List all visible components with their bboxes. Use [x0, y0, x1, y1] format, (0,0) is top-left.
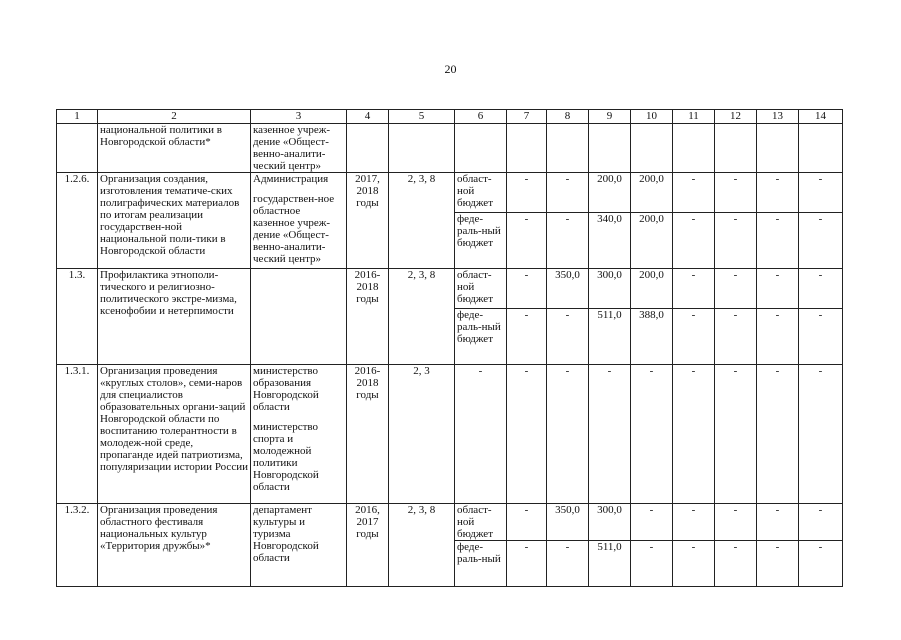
amount-cell: 200,0: [631, 269, 673, 309]
amount-cell: -: [757, 504, 799, 541]
column-header: 4: [347, 110, 389, 124]
column-header: 1: [57, 110, 98, 124]
amount-cell: 340,0: [589, 213, 631, 269]
funding-source: феде-раль-ный бюджет: [455, 213, 507, 269]
funding-source: област-ной бюджет: [455, 269, 507, 309]
amount-cell: -: [757, 541, 799, 587]
table-row: [57, 173, 843, 213]
amount-cell: -: [507, 173, 547, 213]
years: 2016-2018 годы: [347, 365, 389, 504]
column-header: 11: [673, 110, 715, 124]
executor: министерство образования Новгородской области министерство спорта и молодежной политики Новгородской области: [251, 365, 347, 504]
activity-name: Профилактика этнополи-тического и религиозно-политического экстре-мизма, ксенофобии и нетерпимости: [98, 269, 251, 365]
amount-cell: -: [715, 309, 757, 365]
table-row: [57, 124, 843, 173]
target-indicators: 2, 3, 8: [389, 504, 455, 587]
amount-cell: -: [799, 504, 843, 541]
amount-cell: -: [631, 504, 673, 541]
amount-cell: -: [799, 309, 843, 365]
amount-cell: -: [799, 173, 843, 213]
activity-name: Организация создания, изготовления тематиче-ских полиграфических материалов по итогам реализации государствен-ной национальной поли-тики в Новгородской области: [98, 173, 251, 269]
amount-cell: -: [507, 269, 547, 309]
amount-cell: -: [673, 269, 715, 309]
amount-cell: [547, 124, 589, 173]
target-indicators: 2, 3: [389, 365, 455, 504]
amount-cell: -: [673, 504, 715, 541]
target-indicators: [389, 124, 455, 173]
column-header: 3: [251, 110, 347, 124]
years: 2016-2018 годы: [347, 269, 389, 365]
amount-cell: -: [507, 365, 547, 504]
amount-cell: 300,0: [589, 269, 631, 309]
item-number: 1.3.: [57, 269, 98, 365]
amount-cell: 200,0: [631, 173, 673, 213]
table-row: [57, 504, 843, 541]
amount-cell: -: [715, 541, 757, 587]
years: 2017, 2018 годы: [347, 173, 389, 269]
amount-cell: -: [547, 213, 589, 269]
item-number: [57, 124, 98, 173]
amount-cell: 350,0: [547, 504, 589, 541]
amount-cell: -: [673, 309, 715, 365]
amount-cell: -: [507, 213, 547, 269]
amount-cell: -: [547, 173, 589, 213]
amount-cell: -: [757, 269, 799, 309]
amount-cell: -: [673, 365, 715, 504]
amount-cell: -: [715, 269, 757, 309]
item-number: 1.3.2.: [57, 504, 98, 587]
executor: [251, 269, 347, 365]
amount-cell: -: [757, 365, 799, 504]
amount-cell: 200,0: [589, 173, 631, 213]
amount-cell: -: [507, 541, 547, 587]
item-number: 1.3.1.: [57, 365, 98, 504]
target-indicators: 2, 3, 8: [389, 173, 455, 269]
header-row: [57, 110, 843, 124]
item-number: 1.2.6.: [57, 173, 98, 269]
amount-cell: [589, 124, 631, 173]
column-header: 2: [98, 110, 251, 124]
column-header: 9: [589, 110, 631, 124]
funding-source: феде-раль-ный: [455, 541, 507, 587]
amount-cell: -: [631, 541, 673, 587]
column-header: 10: [631, 110, 673, 124]
table-row: [57, 269, 843, 309]
program-activities-table: [56, 109, 843, 587]
amount-cell: -: [547, 541, 589, 587]
amount-cell: -: [673, 213, 715, 269]
amount-cell: -: [715, 173, 757, 213]
amount-cell: -: [507, 309, 547, 365]
amount-cell: -: [799, 541, 843, 587]
page-number: 20: [444, 62, 457, 76]
amount-cell: -: [631, 365, 673, 504]
amount-cell: -: [673, 173, 715, 213]
funding-source: феде-раль-ный бюджет: [455, 309, 507, 365]
amount-cell: 511,0: [589, 309, 631, 365]
amount-cell: -: [547, 365, 589, 504]
column-header: 5: [389, 110, 455, 124]
activity-name: Организация проведения областного фестиваля национальных культур «Территория дружбы»*: [98, 504, 251, 587]
amount-cell: [715, 124, 757, 173]
executor: казенное учреж-дение «Общест-венно-аналити-ческий центр»: [251, 124, 347, 173]
column-header: 8: [547, 110, 589, 124]
activity-name: национальной политики в Новгородской области*: [98, 124, 251, 173]
amount-cell: -: [673, 541, 715, 587]
amount-cell: [631, 124, 673, 173]
amount-cell: -: [715, 365, 757, 504]
amount-cell: -: [799, 213, 843, 269]
amount-cell: 511,0: [589, 541, 631, 587]
amount-cell: [757, 124, 799, 173]
amount-cell: 388,0: [631, 309, 673, 365]
years: [347, 124, 389, 173]
amount-cell: -: [757, 173, 799, 213]
funding-source: -: [455, 365, 507, 504]
funding-source: [455, 124, 507, 173]
funding-source: област-ной бюджет: [455, 173, 507, 213]
amount-cell: -: [799, 269, 843, 309]
amount-cell: -: [715, 504, 757, 541]
amount-cell: 300,0: [589, 504, 631, 541]
column-header: 14: [799, 110, 843, 124]
funding-source: област-ной бюджет: [455, 504, 507, 541]
amount-cell: -: [799, 365, 843, 504]
column-header: 13: [757, 110, 799, 124]
amount-cell: [673, 124, 715, 173]
amount-cell: -: [547, 309, 589, 365]
years: 2016, 2017 годы: [347, 504, 389, 587]
activity-name: Организация проведения «круглых столов», семи-наров для специалистов образовательных органи-заций Новгородской области по воспитанию толерантности в молодеж-ной среде, пропаганде идей патриотизма, популяризации истории России: [98, 365, 251, 504]
amount-cell: 350,0: [547, 269, 589, 309]
amount-cell: -: [715, 213, 757, 269]
amount-cell: [507, 124, 547, 173]
column-header: 12: [715, 110, 757, 124]
amount-cell: -: [589, 365, 631, 504]
table-body: [57, 124, 843, 587]
amount-cell: 200,0: [631, 213, 673, 269]
executor: департамент культуры и туризма Новгородской области: [251, 504, 347, 587]
target-indicators: 2, 3, 8: [389, 269, 455, 365]
amount-cell: -: [757, 213, 799, 269]
column-header: 6: [455, 110, 507, 124]
table-row: [57, 365, 843, 504]
amount-cell: -: [757, 309, 799, 365]
amount-cell: -: [507, 504, 547, 541]
amount-cell: [799, 124, 843, 173]
column-header: 7: [507, 110, 547, 124]
executor: Администрация государствен-ное областное казенное учреж-дение «Общест-венно-аналити-ческий центр»: [251, 173, 347, 269]
